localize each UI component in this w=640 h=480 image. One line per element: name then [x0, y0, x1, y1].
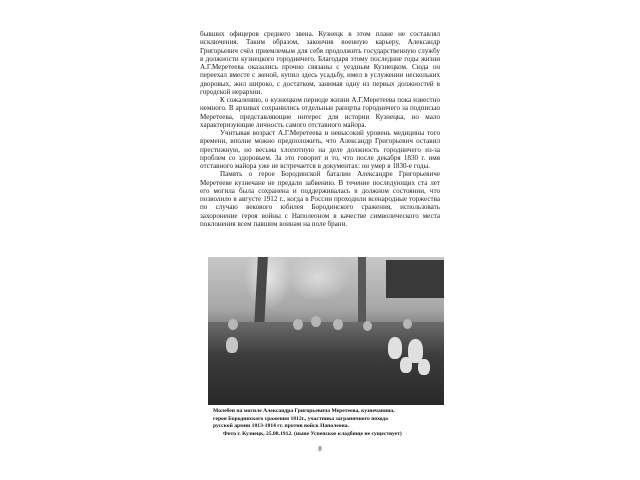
person-kerchief — [400, 357, 412, 373]
caption-line-2: героя Бородинского сражения 1812г., участника заграничного похода — [213, 415, 388, 422]
person-kerchief — [388, 337, 402, 359]
paragraph-4: Память о герое Бородинской баталии Александре Григорьевиче Меретееве кузнечане не предали забвению. В течение последующих ста лет его могила была сохранена и поддерживалась в должном состоянии, что позволило в августе 1912 г., когда в России проходили всенародные торжества по случаю векового юбилея Бородинского сражения, использовать захоронение героя войны с Наполеоном в качестве символического места поклонения всем павшим воинам на поле брани. — [200, 170, 440, 228]
photo-caption — [213, 408, 445, 438]
paragraph-1: бывших офицеров среднего звена. Кузнецк в этом плане не составлял исключения. Таким образом, закончив военную карьеру, Александр Григорьевич счёл приемлемым для себя продолжить государственную службу в должности кузнецкого городничего. Благодаря этому последние годы жизни А.Г.Меретеева оказались прочно связаны с уездным Кузнецком. Сюда он переехал вместе с женой, купил здесь усадьбу, имел в услужении нескольких дворовых, жил широко, с достатком, занимая одну из первых должностей в городской иерархии. — [200, 30, 440, 96]
person-head — [293, 319, 303, 330]
person-head — [333, 319, 343, 330]
caption-line-1: Молебен на могиле Александра Григорьевича Меретеева, кузнечанина, — [213, 408, 395, 414]
caption-line-4: Фото г. Кузнецк, 25.08.1912. (ныне Успенское кладбище не существует) — [223, 430, 402, 437]
body-text — [200, 30, 440, 228]
person-kerchief — [226, 337, 238, 353]
person-head — [228, 319, 238, 330]
paragraph-2: К сожалению, о кузнецком периоде жизни А.Г.Меретеева пока известно немного. В архивах сохранились отдельные рапорты городничего за подписью Меретеева, представляющие интерес для истории Кузнецка, но мало характеризующие личность самого отставного майора. — [200, 96, 440, 129]
person-head — [311, 316, 321, 327]
caption-line-3: русской армии 1813-1814 гг. против войск Наполеона. — [213, 423, 349, 430]
page-number: 8 — [318, 445, 322, 453]
historical-photo — [208, 257, 444, 405]
person-head — [363, 321, 372, 331]
banner-flag — [386, 260, 444, 298]
paragraph-3: Учитывая возраст А.Г.Меретеева и невысокий уровень медицины того времени, вполне можно предположить, что Александр Григорьевич оставил престижную, но весьма хлопотную на деле должность городничего из-за проблем со здоровьем. За это говорит и то, что после декабря 1830 г. имя отставного майора уже не встречается в документах: он умер в 1830-е годы. — [200, 129, 440, 170]
person-kerchief — [418, 359, 430, 375]
person-head — [403, 319, 412, 329]
